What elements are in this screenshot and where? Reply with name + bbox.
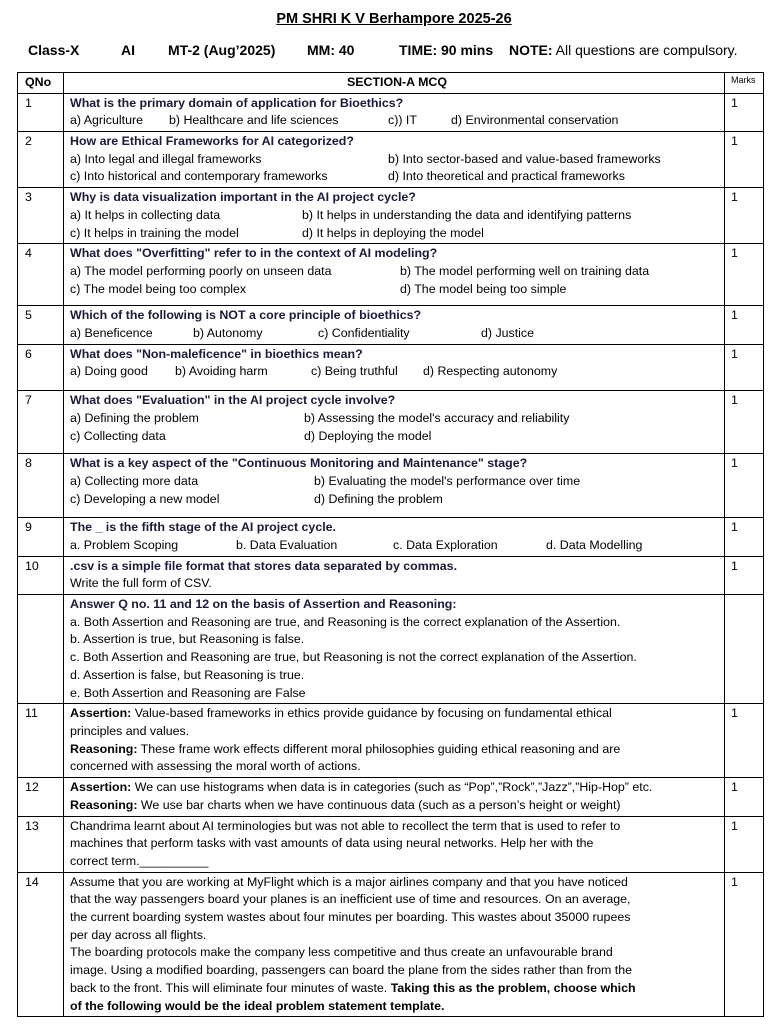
assertion-line: Assertion: Value-based frameworks in ethics provide guidance by focusing on fundamental ethical [70,706,612,721]
time-label: TIME: 90 mins [399,42,494,58]
assertion-option: e. Both Assertion and Reasoning are False [70,685,306,700]
question-row-1 [18,93,764,131]
question-text: What is a key aspect of the "Continuous Monitoring and Maintenance" stage? [70,456,528,471]
option: b) It helps in understanding the data and identifying patterns [302,207,632,222]
option: a) Defining the problem [70,410,199,425]
option: b) Into sector-based and value-based frameworks [388,151,661,166]
question-number: 3 [18,188,64,244]
marks-cell: 1 [725,93,764,131]
option: b) Autonomy [193,326,263,341]
question-line: per day across all flights. [70,927,207,942]
option: c) Developing a new model [70,491,220,506]
option: d) Deploying the model [304,428,432,443]
marks-cell: 1 [725,556,764,594]
question-line: The boarding protocols make the company less competitive and thus create an unfavourable brand [70,945,613,960]
question-line: machines that perform tasks with vast amounts of data using neural networks. Help her with the [70,836,594,851]
question-line: the current boarding system wastes about four minutes per boarding. This wastes about 35000 rupees [70,910,631,925]
page-title: PM SHRI K V Berhampore 2025-26 [276,11,512,27]
question-content [64,704,725,778]
class-label: Class-X [28,42,80,58]
option: a) Agriculture [70,113,144,128]
reasoning-line: concerned with assessing the moral worth of actions. [70,759,361,774]
question-row-14 [18,872,764,1017]
option-line [70,225,724,243]
option-line [70,281,724,299]
option-line [70,112,724,130]
table-header-row [18,73,764,94]
question-text: What does "Non-maleficence" in bioethics mean? [70,346,363,361]
option: d. Data Modelling [546,537,643,552]
question-number: 2 [18,132,64,188]
question-number: 6 [18,344,64,390]
option-line [70,537,724,555]
question-row-8 [18,454,764,518]
question-row-6 [18,344,764,390]
header-section: SECTION-A MCQ [64,73,725,94]
reasoning-label: Reasoning: [70,797,138,812]
assertion-option: d. Assertion is false, but Reasoning is true. [70,667,305,682]
question-content [64,518,725,556]
option: c) It helps in training the model [70,225,239,240]
marks-cell: 1 [725,454,764,518]
question-row-4 [18,244,764,306]
question-row-3 [18,188,764,244]
question-number: 14 [18,872,64,1017]
option-line [70,207,724,225]
note-label: NOTE: All questions are compulsory. [509,42,738,58]
question-row-12 [18,778,764,816]
subject-label: AI [121,42,135,58]
option: b. Data Evaluation [236,537,338,552]
assertion-line: principles and values. [70,723,190,738]
assertion-line: Assertion: We can use histograms when data is in categories (such as “Pop”,”Rock”,”Jazz”,”Hip-Hop” etc. [70,780,653,795]
question-row-2 [18,132,764,188]
option: d) Defining the problem [314,491,443,506]
option: d) Into theoretical and practical frameworks [388,169,625,184]
marks-cell: 1 [725,704,764,778]
question-text: Which of the following is NOT a core principle of bioethics? [70,308,422,323]
question-text: Why is data visualization important in the AI project cycle? [70,190,416,205]
option-line [70,363,724,381]
marks-cell: 1 [725,778,764,816]
option: b) Healthcare and life sciences [169,113,339,128]
question-subtext: Write the full form of CSV. [70,576,212,591]
option: a) Into legal and illegal frameworks [70,151,262,166]
question-row-13 [18,816,764,872]
marks-cell: 1 [725,244,764,306]
question-number: 5 [18,306,64,344]
question-text: What is the primary domain of application for Bioethics? [70,95,404,110]
marks-cell: 1 [725,344,764,390]
option: a. Problem Scoping [70,537,179,552]
marks-cell: 1 [725,132,764,188]
assertion-option: a. Both Assertion and Reasoning are true, and Reasoning is the correct explanation of the Assertion. [70,614,621,629]
question-content [64,244,725,306]
option: b) The model performing well on training data [400,263,650,278]
option: a) The model performing poorly on unseen data [70,263,332,278]
option-line [70,325,724,343]
option-line [70,410,724,428]
option: d) Justice [481,326,535,341]
question-content [64,344,725,390]
question-table [17,72,764,1017]
marks-cell: 1 [725,816,764,872]
assertion-label: Assertion: [70,780,132,795]
option: c. Data Exploration [393,537,498,552]
question-content [64,391,725,454]
exam-label: MT-2 (Aug’2025) [168,42,276,58]
question-content [64,306,725,344]
option: d) It helps in deploying the model [302,225,484,240]
option: c) The model being too complex [70,281,247,296]
option-line [70,473,724,491]
header-qno: QNo [18,73,64,94]
question-row-7 [18,391,764,454]
assertion-instructions-row [18,595,764,704]
marks-cell: 1 [725,518,764,556]
question-line: of the following would be the ideal problem statement template. [70,998,445,1013]
question-line: correct term.__________ [70,853,209,868]
question-row-11 [18,704,764,778]
question-content [64,872,725,1017]
option-line [70,428,724,446]
option: b) Avoiding harm [175,364,268,379]
option: c)) IT [388,113,417,128]
question-text: What does "Overfitting" refer to in the context of AI modeling? [70,246,438,261]
question-row-5 [18,306,764,344]
option-line [70,263,724,281]
option-line [70,491,724,509]
question-text: .csv is a simple file format that stores data separated by commas. [70,558,458,573]
assertion-option: b. Assertion is true, but Reasoning is false. [70,632,305,647]
question-content [64,132,725,188]
option: b) Assessing the model's accuracy and reliability [304,410,570,425]
question-number [18,595,64,704]
question-number: 13 [18,816,64,872]
question-content [64,778,725,816]
marks-cell: 1 [725,306,764,344]
question-number: 1 [18,93,64,131]
option: d) Environmental conservation [451,113,619,128]
assertion-instructions [64,595,725,704]
question-number: 4 [18,244,64,306]
option: c) Being truthful [311,364,398,379]
question-line: that the way passengers board your planes is an inefficient use of time and resources. On an average, [70,892,631,907]
option-line [70,168,724,186]
question-number: 10 [18,556,64,594]
option-line [70,151,724,169]
question-text: What does "Evaluation" in the AI project cycle involve? [70,393,396,408]
marks-cell: 1 [725,391,764,454]
question-number: 7 [18,391,64,454]
question-content [64,188,725,244]
question-number: 8 [18,454,64,518]
option: d) The model being too simple [400,281,567,296]
option: c) Confidentiality [318,326,410,341]
question-text: The _ is the fifth stage of the AI project cycle. [70,520,336,535]
question-content [64,454,725,518]
option: a) It helps in collecting data [70,207,221,222]
marks-cell: 1 [725,872,764,1017]
assertion-label: Assertion: [70,706,132,721]
reasoning-line: Reasoning: We use bar charts when we have continuous data (such as a person’s height or weight) [70,797,621,812]
assertion-heading: Answer Q no. 11 and 12 on the basis of Assertion and Reasoning: [70,597,457,612]
question-line: back to the front. This will eliminate four minutes of waste. Taking this as the problem, choose which [70,980,636,995]
question-content [64,93,725,131]
question-line: Chandrima learnt about AI terminologies but was not able to recollect the term that is used to refer to [70,818,621,833]
option: a) Doing good [70,364,148,379]
option: a) Beneficence [70,326,153,341]
option: d) Respecting autonomy [423,364,558,379]
question-row-10 [18,556,764,594]
question-row-9 [18,518,764,556]
question-content [64,816,725,872]
question-text: How are Ethical Frameworks for AI categorized? [70,134,354,149]
marks-cell: 1 [725,188,764,244]
question-line: Assume that you are working at MyFlight which is a major airlines company and that you have noticed [70,874,628,889]
reasoning-line: Reasoning: These frame work effects different moral philosophies guiding ethical reasoning and are [70,741,621,756]
question-number: 9 [18,518,64,556]
question-content [64,556,725,594]
question-number: 12 [18,778,64,816]
option: c) Into historical and contemporary frameworks [70,169,328,184]
question-number: 11 [18,704,64,778]
max-marks: MM: 40 [307,42,355,58]
option: b) Evaluating the model's performance over time [314,473,581,488]
exam-meta-line [0,42,768,62]
header-marks: Marks [725,73,764,94]
reasoning-label: Reasoning: [70,741,138,756]
option: a) Collecting more data [70,473,199,488]
marks-cell [725,595,764,704]
assertion-option: c. Both Assertion and Reasoning are true, but Reasoning is not the correct explanation of the Assertion. [70,650,637,665]
question-line: image. Using a modified boarding, passengers can board the plane from the sides rather than from the [70,963,633,978]
option: c) Collecting data [70,428,166,443]
